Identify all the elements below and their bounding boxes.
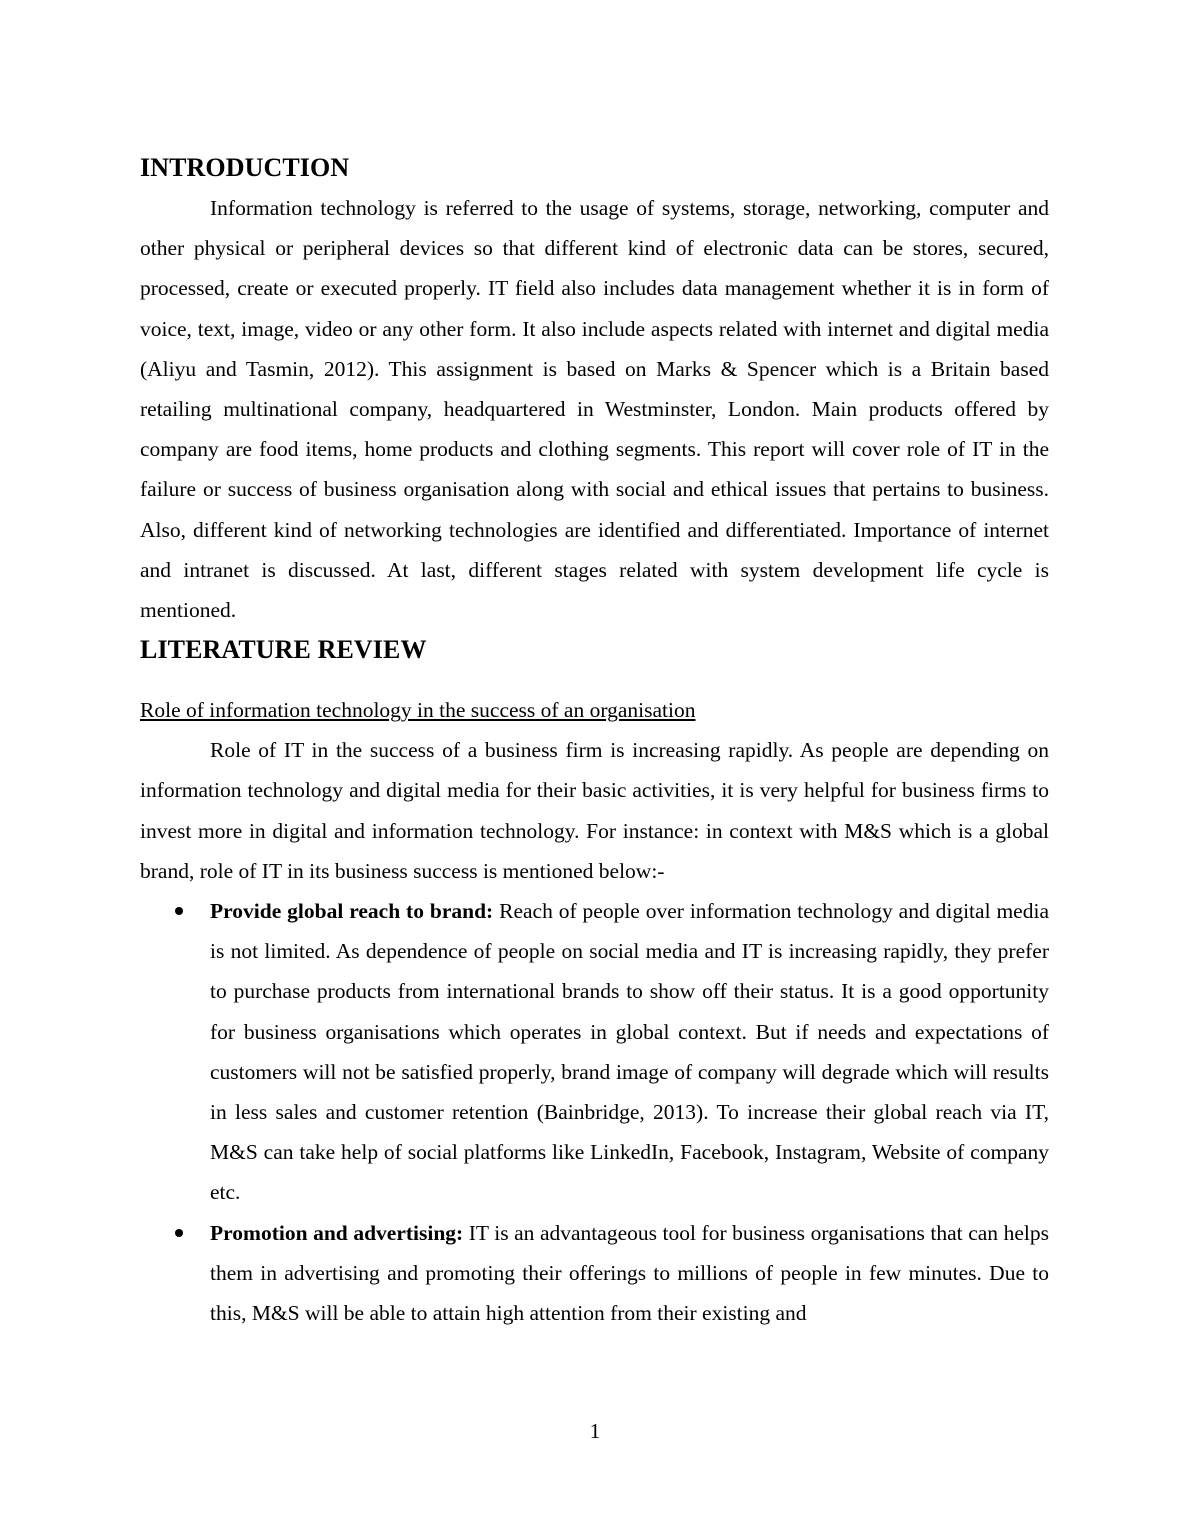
bullet-term: Provide global reach to brand: xyxy=(210,899,494,924)
list-item xyxy=(140,1213,1049,1334)
bullet-text: IT is an advantageous tool for business organisations that can helps them in advertising and promoting their offerings to millions of people in few minutes. Due to this, M&S will be able to attain high attention from their existing and xyxy=(210,1220,1049,1326)
bullet-icon xyxy=(175,1229,183,1237)
bullet-icon xyxy=(175,907,183,915)
page-number: 1 xyxy=(589,1419,601,1443)
bullet-term: Promotion and advertising: xyxy=(210,1220,464,1245)
document-page xyxy=(140,148,1049,1333)
success-factors-list xyxy=(140,891,1049,1333)
list-item xyxy=(140,891,1049,1213)
literature-review-heading: LITERATURE REVIEW xyxy=(140,635,427,665)
introduction-paragraph: Information technology is referred to the usage of systems, storage, networking, computer and other physical or peripheral devices so that different kind of electronic data can be stores, secured, processed, create or executed properly. IT field also includes data management whether it is in form of voice, text, image, video or any other form. It also include aspects related with internet and digital media (Aliyu and Tasmin, 2012). This assignment is based on Marks & Spencer which is a Britain based retailing multinational company, headquartered in Westminster, London. Main products offered by company are food items, home products and clothing segments. This report will cover role of IT in the failure or success of business organisation along with social and ethical issues that pertains to business. Also, different kind of networking technologies are identified and differentiated. Importance of internet and intranet is discussed. At last, different stages related with system development life cycle is mentioned. xyxy=(140,196,1049,623)
introduction-heading: INTRODUCTION xyxy=(140,153,350,182)
role-of-it-subheading: Role of information technology in the success of an organisation xyxy=(140,698,696,723)
literature-paragraph: Role of IT in the success of a business firm is increasing rapidly. As people are depending on information technology and digital media for their basic activities, it is very helpful for business firms to invest more in digital and information technology. For instance: in context with M&S which is a global brand, role of IT in its business success is mentioned below:- xyxy=(140,738,1049,883)
bullet-text: Reach of people over information technology and digital media is not limited. As dependence of people on social media and IT is increasing rapidly, they prefer to purchase products from international brands to show off their status. It is a good opportunity for business organisations which operates in global context. But if needs and expectations of customers will not be satisfied properly, brand image of company will degrade which will results in less sales and customer retention (Bainbridge, 2013). To increase their global reach via IT, M&S can take help of social platforms like LinkedIn, Facebook, Instagram, Website of company etc. xyxy=(210,899,1049,1205)
